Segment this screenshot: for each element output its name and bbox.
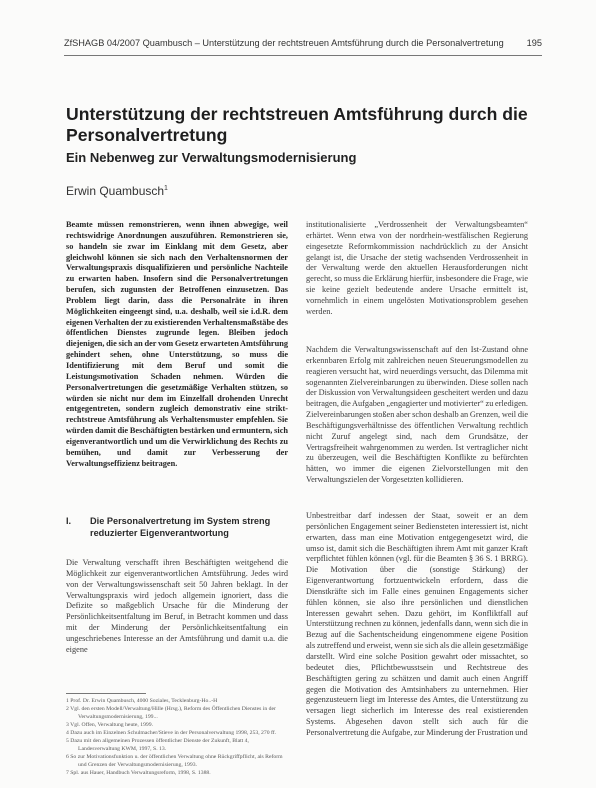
running-header	[64, 38, 542, 52]
body-text-left: Die Verwaltung verschafft ihren Beschäftigten weitgehend die Möglichkeit zur eigenverantwortlichen Amtsführung. Jedes wird von der Verwaltungswissenschaft seit 50 Jahren beklagt. In der Verwaltungspraxis wird jedoch allgemein ignoriert, dass die Defizite so maßgeblich Ursache für die Minderung der Persönlichkeitsentfaltung im Beruf, in Betracht kommen und dass mit der Minderung der Persönlichkeitsentfaltung ein ungeschriebenes Interesse an der Amtsführung und damit u.a. die eigene	[66, 558, 288, 654]
article-subtitle: Ein Nebenweg zur Verwaltungsmodernisierung	[66, 150, 357, 165]
footnote: 4 Dazu auch im Einzelnen Schulmacher/Stieve in der Personalverwaltung 1998, 253, 270 ff.	[66, 730, 277, 736]
footnote: 1 Prof. Dr. Erwin Quambusch, 4000 Soziales, Tecklenburg-Ho..-H	[66, 698, 218, 704]
section-title: Die Personalvertretung im System streng reduzierter Eigenverantwortung	[90, 516, 271, 538]
article-title: Unterstützung der rechtstreuen Amtsführung durch die Personalvertretung	[66, 104, 528, 145]
abstract-text: Beamte müssen remonstrieren, wenn ihnen abwegige, weil rechtswidrige Anordnungen auszuführen. Remonstrieren sie, so handeln sie zwar im Einklang mit dem Gesetz, aber gleichwohl können sie sich nach den Verhaltensnormen der Verwaltungspraxis disqualifizieren und persönliche Nachteile zu erwarten haben. Insofern sind die Personalvertretungen berufen, sich zugunsten der Betroffenen einzusetzen. Das Problem liegt darin, dass die Personalräte in ihren Möglichkeiten eingeengt sind, u.a. deshalb, weil sie i.d.R. dem eigenen Verhalten der zu existierenden Verhaltensmaßstäbe des öffentlichen Dienstes zugrunde legen. Bleiben jedoch diejenigen, die sich an der vom Gesetz erwarteten Amtsführung gehindert sehen, ohne Unterstützung, so muss die Identifizierung mit dem Beruf und somit die Leistungsmotivation Schaden nehmen. Würden die Personalvertretungen die gesetzmäßige Verhalten stützen, so würden sie nicht nur dem im Einzelfall drohenden Unrecht entgegentreten, sondern zugleich demonstrativ eine strikt-rechtstreue Amtsführung als Verhaltensmuster empfehlen. Sie würden damit die Beschäftigten bestärken und ermuntern, sich eigenverantwortlich und um die Verwirklichung des Rechts zu bemühen, und damit zur Verbesserung der Verwaltungseffizienz beitragen.	[66, 220, 288, 468]
footnote-rule	[66, 693, 146, 694]
body-text-right-2: Nachdem die Verwaltungswissenschaft auf den Ist-Zustand ohne erkennbaren Erfolg mit zahlreichen neuen Steuerungsmodellen zu reagieren versucht hat, wird neuerdings versucht, das Dilemma mit sogenannten Zielvereinbarungen zu überwinden. Diese sollen nach der Diskussion von Verwaltungsideen gescheitert werden und dazu beitragen, die Aufgaben „engagierter und motivierter“ zu erledigen. Zielvereinbarungen stoßen aber schon deshalb an Grenzen, weil die Beschäftigungsverhältnisse des öffentlichen Verwaltung rechtlich nicht Zuruf angelegt sind, nach dem Grundsätze, der Vertragsfreiheit wahrgenommen zu werden. Ist vertraglicher nicht zu überzeugen, weil die Beschäftigten Konflikte zu befürchten hätten, wo immer die eigenen Zielvorstellungen mit den Verwaltungszielen der Vorgesetzten kollidieren.	[306, 345, 528, 485]
footnote: 6 So zur Motivationsfunktion u. der öffentlichen Verwaltung ohne Rückgriffpflicht, als Reform und Grenzen der Verwaltungsmodernisierung, 1993.	[66, 754, 283, 768]
body-text-right-3: Unbestreitbar darf indessen der Staat, soweit er an dem persönlichen Engagement seiner Bediensteten interessiert ist, nicht erwarten, dass man eine Motivation entgegengesetzt wird, die umso ist, damit sich die Beschäftigten ihrem Amt mit ganzer Kraft verpflichtet fühlen können (vgl. für die Beamten § 36 S. 1 BRRG). Die Motivation über die (sonstige Stärkung) der Eigenverantwortung fortzuentwickeln erfordern, dass die Dienstkräfte sich im Falle eines genuinen Engagements sicher fühlen können, sie also ihre persönlichen und dienstlichen Interessen gewahrt sehen. Dazu gehört, im Konfliktfall auf Unterstützung rechnen zu können, jedenfalls dann, wenn sich die in Bezug auf die Sachentscheidung eingenommene eigene Position als zutreffend und erweist, wenn sie sich als die allein gesetzmäßige darstellt. Wird eine solche Position gewahrt oder missachtet, so bedeutet dies, Pflichtbewusstsein und Rechtstreue des Beschäftigten gering zu schätzen und damit auch einen Angriff gegen die Motivation des Amtsinhabers zu unternehmen. Hier gegenzusteuern liegt im Interesse des Amtes, die Unterstützung zu versagen liegt sicherlich im Interesse des real existierenden Systems. Abgesehen davon stellt sich auch für die Personalvertretung die Aufgabe, zur Minderung der Frustration und	[306, 511, 528, 737]
author-name: Erwin Quambusch	[66, 184, 165, 198]
footnotes	[66, 697, 288, 785]
author-footnote-marker: 1	[164, 185, 168, 192]
page-number: 195	[526, 38, 542, 48]
section-number: I.	[66, 516, 72, 526]
running-header-text: ZfSHAGB 04/2007 Quambusch – Unterstützung der rechtstreuen Amtsführung durch die Personalvertretung	[64, 38, 504, 48]
section-heading	[66, 515, 288, 539]
header-rule	[64, 55, 542, 56]
body-text-right-1: institutionalisierte „Verdrossenheit der Verwaltungsbeamten“ erhärtet. Wenn etwa von der nordrhein-westfälischen Regierung eingesetzte Reformkommission nachdrücklich zu der Ansicht gelangt ist, die Ursache der stetig wachsenden Verdrossenheit in der Verwaltung werde den aktuellen Herausforderungen nicht gerecht, so muss die Erklärung hierfür, insbesondere die Frage, wie sie keine gezielt bedeutende andere Ursache ermittelt ist, vornehmlich in einem ungelösten Motivationsproblem gesehen werden.	[306, 220, 528, 316]
author-line	[66, 184, 168, 198]
footnote: 2 Vgl. den ersten Modell/Verwaltung/Hille (Hrsg.), Reform des Öffentlichen Dienstes in der Verwaltungsmodernisierung, 199...	[66, 706, 276, 720]
footnote: 7 Spl. aus Hauer, Handbuch Verwaltungsreform, 1998, S. 1388.	[66, 770, 211, 776]
footnote: 5 Dazu mit den allgemeinen Prozessen öffentlicher Dienste der Zukunft, Blatt 4, Landesverwaltung KWM, 1997, S. 13.	[66, 738, 249, 752]
footnote: 3 Vgl. Offen, Verwaltung heute, 1999.	[66, 722, 154, 728]
